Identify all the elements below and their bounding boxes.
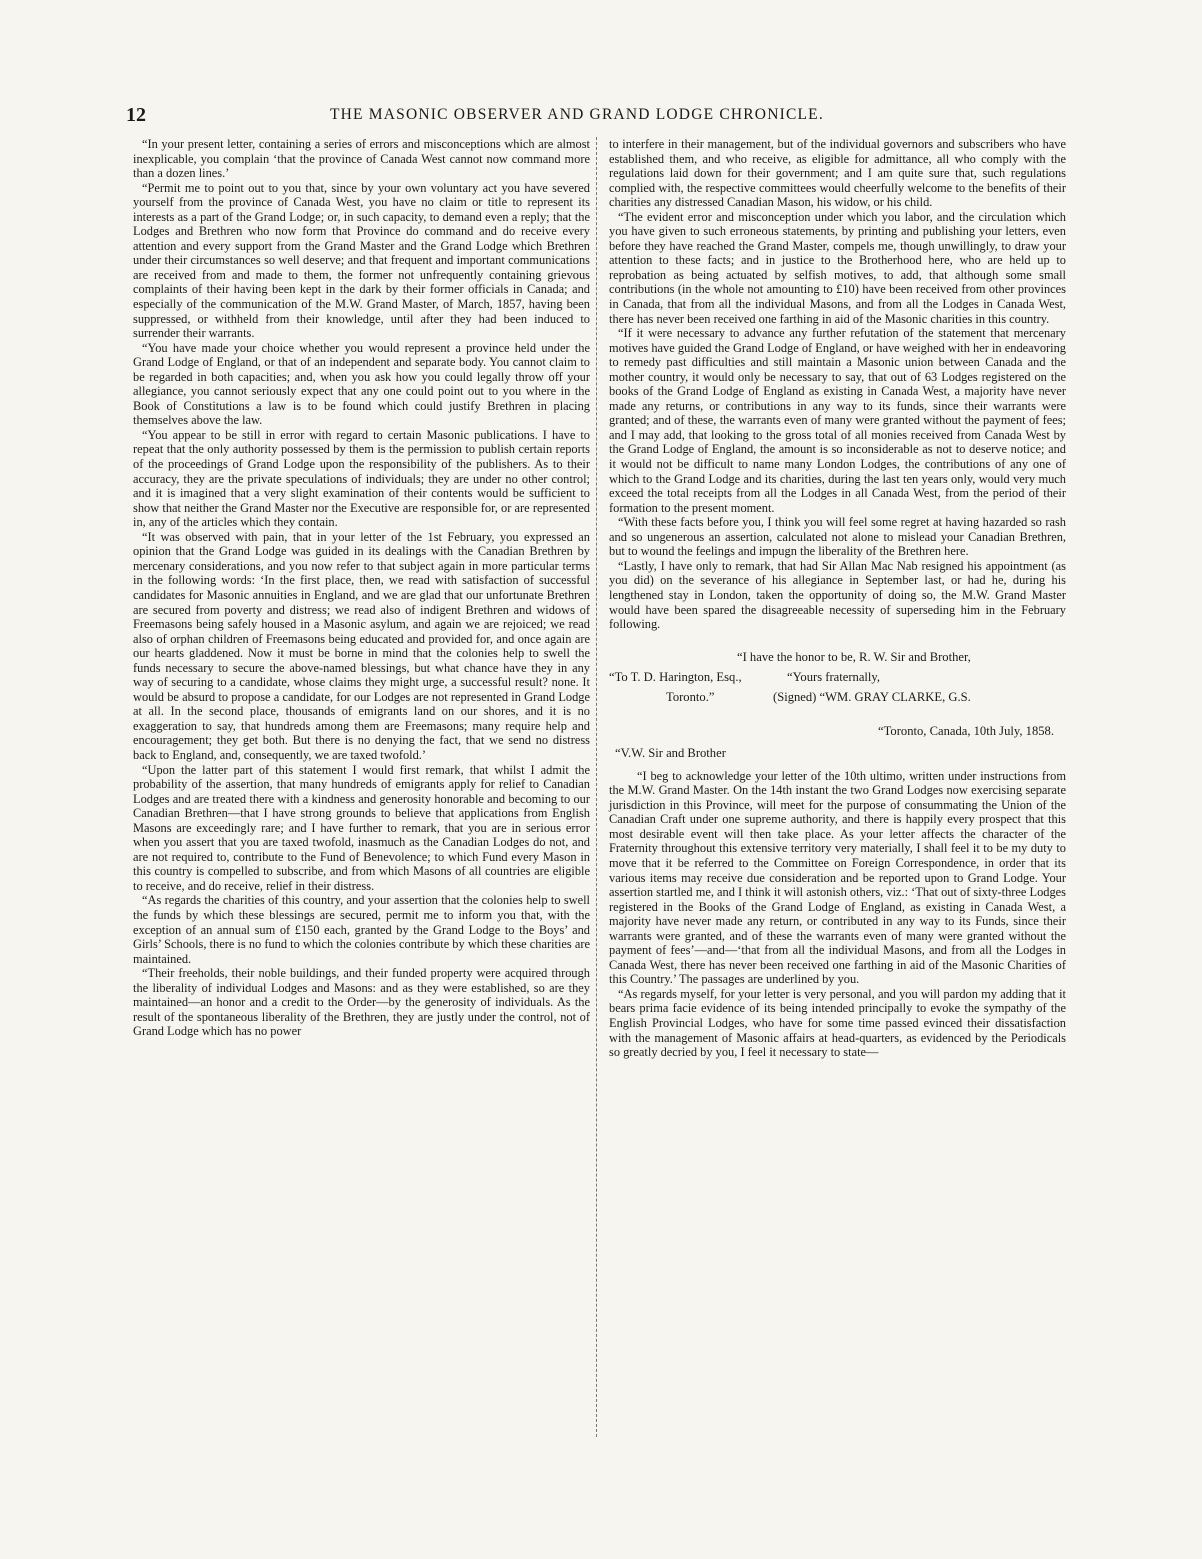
paragraph: “With these facts before you, I think you will feel some regret at having hazarded so rash and so ungenerous an assertion, calculated not alone to mislead your Canadian Brethren, but to wound the feelings and impugn the liberality of the Brethren here. (609, 515, 1066, 559)
right-column (609, 137, 1066, 1060)
paragraph: “The evident error and misconception under which you labor, and the circulation which you have given to such erroneous statements, by printing and publishing your letters, even before they have reached the Grand Master, compels me, though unwillingly, to draw your attention to these facts; and in justice to the Brotherhood here, who are held up to reprobation as being actuated by selfish motives, to add, that although some small contributions (in the whole not amounting to £10) have been received from other provinces in Canada, that from all the individual Masons, and from all the Lodges in Canada West, there has never been received one farthing in aid of the Masonic charities in this country. (609, 209, 1066, 326)
paragraph: “In your present letter, containing a series of errors and misconceptions which are almost inexplicable, you complain ‘that the province of Canada West cannot now command more than a dozen lines.’ (133, 137, 590, 181)
paragraph: “As regards myself, for your letter is very personal, and you will pardon my adding that it bears prima facie evidence of its being intended principally to evoke the sympathy of the English Provincial Lodges, who have for some time passed evinced their dissatisfaction with the management of Masonic affairs at head-quarters, as evidenced by the Periodicals so greatly decried by you, I feel it necessary to state— (609, 986, 1066, 1060)
column-divider (596, 137, 597, 1437)
paragraph: “Upon the latter part of this statement I would first remark, that whilst I admit the probability of the assertion, that many hundreds of emigrants apply for relief to Canadian Lodges and are treated there with a kindness and generosity honorable and becoming to our Canadian Brethren—that I have strong grounds to believe that applications from English Masons are exceedingly rare; and I have further to remark, that you are in serious error when you assert that you are taxed twofold, inasmuch as the Canadian Lodges do not, and are not required to, contribute to the Fund of Benevolence; to which Fund every Mason in this country is compelled to subscribe, and from which Masons of all countries are eligible to receive, and do receive, relief in their distress. (133, 762, 590, 893)
paragraph: “Their freeholds, their noble buildings, and their funded property were acquired through the liberality of individual Lodges and Masons: and as they were established, so are they maintained—an honor and a credit to the Order—by the generosity of individuals. As the result of the spontaneous liberality of the Brethren, they are justly under the control, not of Grand Lodge which has no power (133, 966, 590, 1039)
signoff-honor: “I have the honor to be, R. W. Sir and Brother, (737, 649, 971, 664)
reply-dateline: “Toronto, Canada, 10th July, 1858. (878, 723, 1054, 738)
paragraph: “You appear to be still in error with regard to certain Masonic publications. I have to repeat that the only authority possessed by them is the permission to publish certain reports of the proceedings of Grand Lodge upon the responsibility of the publishers. As to their accuracy, they are the private speculations of individuals; they are under no other control; and it is imagined that a very slight examination of their contents would be sufficient to show that neither the Grand Master nor the Executive are responsible for, or are represented in, any of the articles which they contain. (133, 427, 590, 530)
left-column (133, 137, 590, 1039)
paragraph: “You have made your choice whether you would represent a province held under the Grand Lodge of England, or that of an independent and separate body. You cannot claim to be regarded in both capacities; and, when you ask how you could legally throw off your allegiance, you cannot seriously expect that any one could point out to you where in the Book of Constitutions a law is to be found which could justify Brethren in placing themselves above the law. (133, 340, 590, 428)
page-header (126, 104, 1076, 130)
signoff-city: Toronto.” (666, 689, 715, 704)
signoff-signature: (Signed) “WM. GRAY CLARKE, G.S. (773, 689, 971, 704)
paragraph: “As regards the charities of this country, and your assertion that the colonies help to swell the funds by which these blessings are secured, permit me to inform you that, with the exception of an annual sum of £150 each, granted by the Grand Lodge to the Boys’ and Girls’ Schools, there is no fund to which the colonies contribute by which these charities are maintained. (133, 893, 590, 966)
paragraph: “Permit me to point out to you that, since by your own voluntary act you have severed yourself from the province of Canada West, you have no claim or title to represent its interests as a part of the Grand Lodge; or, in such capacity, to demand even a reply; that the Lodges and Brethren who now form that Province do command and do receive every attention and every support from the Grand Master and the Grand Lodge which Brethren under their circumstances so well deserve; and that frequent and important communications are received from and made to them, the former not unfrequently containing grievous complaints of their having been kept in the dark by their former officials in Canada; and especially of the communication of the M.W. Grand Master, of March, 1857, having been suppressed, or withheld from their knowledge, until after they had been induced to surrender their warrants. (133, 180, 590, 341)
paragraph: “I beg to acknowledge your letter of the 10th ultimo, written under instructions from the M.W. Grand Master. On the 14th instant the two Grand Lodges now exercising separate jurisdiction in this Province, will meet for the purpose of consummating the Union of the Canadian Craft under one supreme authority, and there is happily every prospect that this most desirable event will then take place. As your letter affects the character of the Fraternity throughout this extensive territory very materially, I shall feel it to be my duty to move that it be referred to the Committee on Foreign Correspondence, in order that its various items may receive due consideration and be reported upon to Grand Lodge. Your assertion startled me, and I think it will astonish others, viz.: ‘That out of sixty-three Lodges registered in the Books of the Grand Lodge of England, as existing in Canada West, a majority have never made any return, or contributed in any way to its Funds, since their warrants were granted, and of these the warrants even of many were granted without the payment of fees’—and—‘that from all the individual Masons, and from all the Lodges in Canada West, there has never been received one farthing in aid of the Masonic Charities of this Country.’ The passages are underlined by you. (609, 768, 1066, 987)
letter-signoff (609, 650, 1066, 710)
paragraph: “Lastly, I have only to remark, that had Sir Allan Mac Nab resigned his appointment (as you did) on the severance of his allegiance in September last, or had he, during his lengthened stay in London, taken the opportunity of doing so, the M.W. Grand Master would have been spared the disagreeable necessity of superseding him in the February following. (609, 558, 1066, 632)
paragraph: “It was observed with pain, that in your letter of the 1st February, you expressed an opinion that the Grand Lodge was guided in its dealings with the Canadian Brethren by mercenary considerations, and you now refer to that subject again in more particular terms in the following words: ‘In the first place, then, we read with satisfaction of successful candidates for Masonic annuities in England, and we are glad that our unfortunate Brethren are secured from poverty and distress; we read also of indigent Brethren and widows of Freemasons being safely housed in a Masonic asylum, and again we are rejoiced; we read also of orphan children of Freemasons being educated and provided for, and once again are our hearts gladdened. Now it must be borne in mind that the colonies help to swell the funds necessary to secure the above-named blessings, but what chance have they in any way of securing to a candidate, whose claims they might urge, a successful result? none. It would be absurd to propose a candidate, for our Lodges are not represented in Grand Lodge at all. In the second place, thousands of emigrants land on our shores, and it is no exaggeration to say, that hundreds among them are Freemasons; many require help and encouragement; they get both. But there is no denying the fact, that we send no distress back to England, and, consequently, we are taxed twofold.’ (133, 529, 590, 762)
page-number: 12 (126, 104, 146, 126)
paragraph: to interfere in their management, but of the individual governors and subscribers who have established them, and who receive, as eligible for admittance, all who comply with the regulations laid down for their government; and I am quite sure that, such regulations complied with, the respective committees would cheerfully welcome to the benefits of their charities any distressed Canadian Mason, his widow, or his child. (609, 137, 1066, 210)
signoff-yours: “Yours fraternally, (787, 669, 881, 684)
paragraph: “If it were necessary to advance any further refutation of the statement that mercenary motives have guided the Grand Lodge of England, or have weighed with her in endeavoring to remedy past difficulties and still maintain a Masonic union between Canada and the mother country, it would only be necessary to say, that out of 63 Lodges registered on the books of the Grand Lodge of England as existing in Canada West, a majority have never made any returns, or contributions in any way to its funds, since their warrants were granted; and of these, the warrants even of many were granted without the payment of fees; and I may add, that looking to the gross total of all monies received from Canada West by the Grand Lodge of England, the amount is so inconsiderable as not to deserve notice; and it would not be difficult to name many London Lodges, the contributions of any one of which to the Grand Lodge and its charities, during the last ten years only, would very much exceed the total receipts from all the Lodges in all Canada West, from the period of their formation to the present moment. (609, 326, 1066, 515)
running-title: THE MASONIC OBSERVER AND GRAND LODGE CHRONICLE. (330, 106, 824, 123)
reply-salutation: “V.W. Sir and Brother (615, 746, 726, 761)
signoff-addressee: “To T. D. Harington, Esq., (609, 669, 742, 684)
